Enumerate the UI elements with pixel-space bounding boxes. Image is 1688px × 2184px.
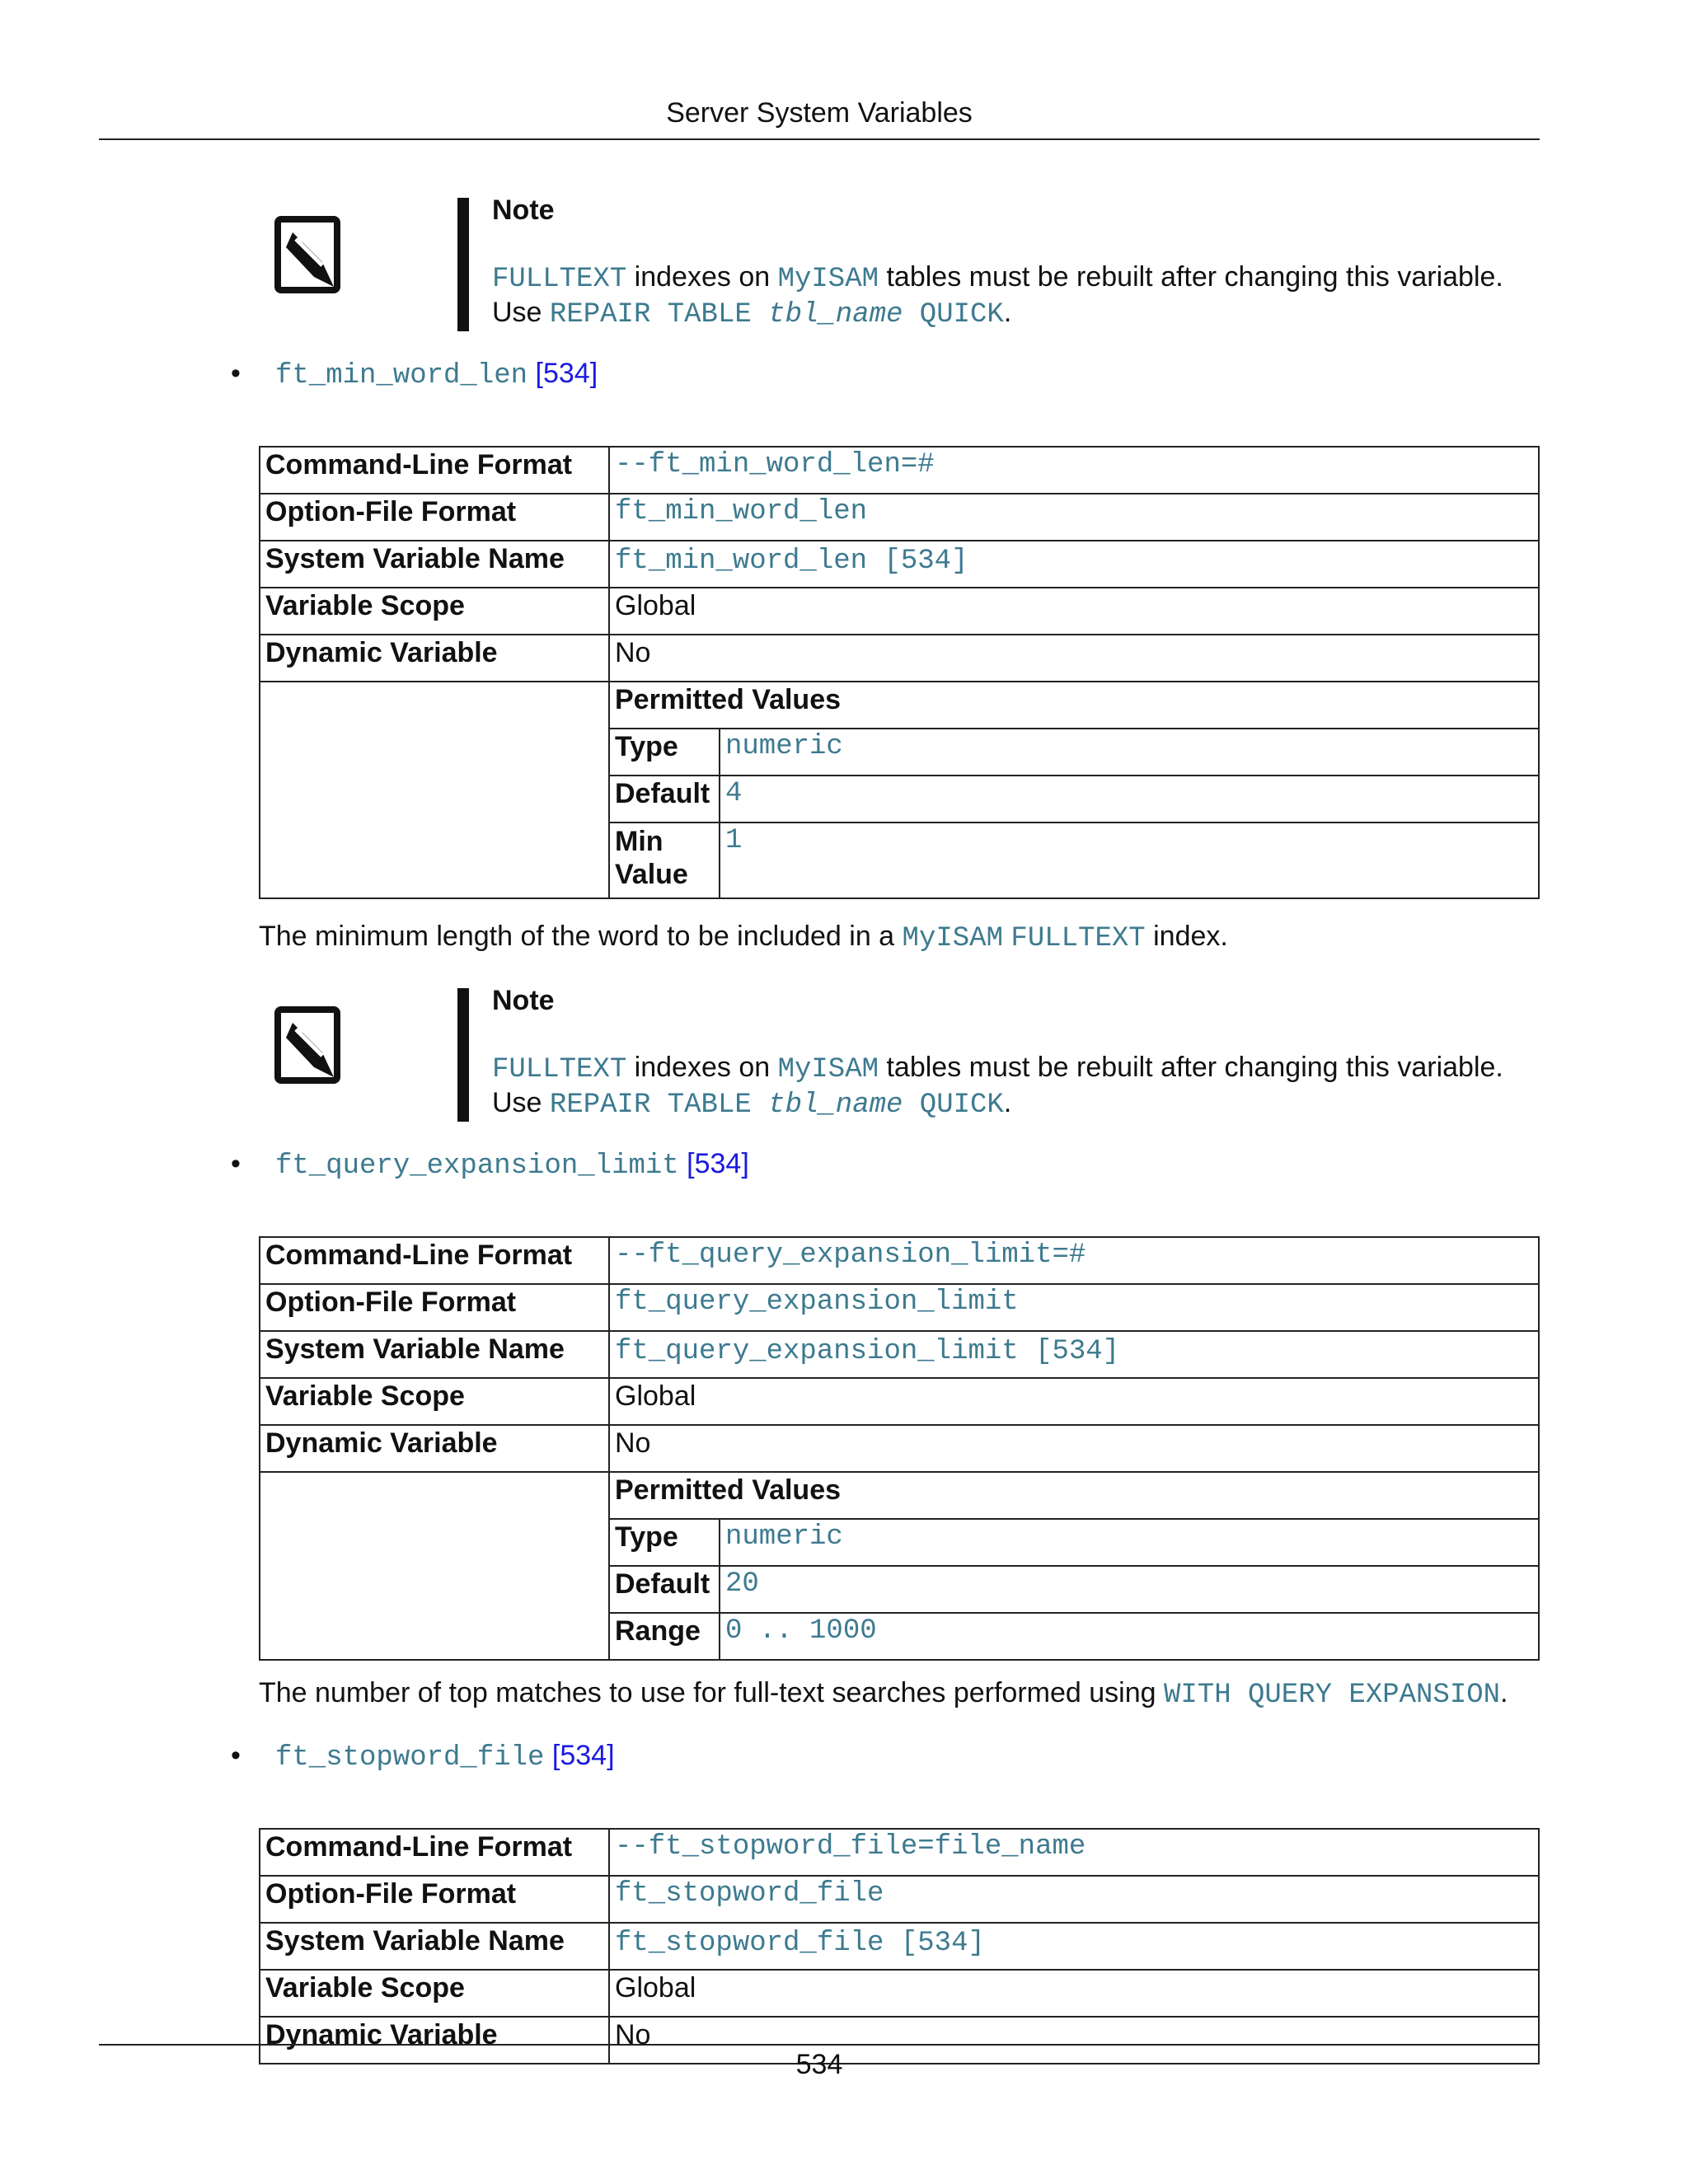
variable-table-ft-query-expansion-limit bbox=[259, 1236, 1540, 1661]
table-row: Dynamic Variable No bbox=[260, 1425, 1539, 1472]
note-body: FULLTEXT indexes on MyISAM tables must be rebuilt after changing this variable. Use REPAIR TABLE tbl_name QUICK. bbox=[492, 261, 1503, 330]
page-header-title: Server System Variables bbox=[666, 97, 973, 129]
note-bar bbox=[457, 988, 469, 1122]
note-code-fulltext: FULLTEXT bbox=[492, 264, 627, 295]
note-icon bbox=[274, 1006, 349, 1087]
table-row bbox=[260, 1472, 1539, 1660]
ft-min-word-len-page-ref[interactable]: [534] bbox=[535, 358, 598, 389]
permitted-values-table: Permitted Values Type numeric Default 20 Range 0 .. 1000 bbox=[610, 1473, 1538, 1659]
ft-query-expansion-limit-link[interactable]: ft_query_expansion_limit bbox=[275, 1151, 679, 1182]
note-code-repair: REPAIR TABLE bbox=[549, 299, 769, 330]
table-row: Command-Line Format --ft_query_expansion_limit=# bbox=[260, 1237, 1539, 1284]
table-row: Dynamic Variable No bbox=[260, 635, 1539, 682]
table-row: Option-File Format ft_min_word_len bbox=[260, 494, 1539, 541]
table-row: Option-File Format ft_query_expansion_limit bbox=[260, 1284, 1539, 1331]
table-row: Variable Scope Global bbox=[260, 588, 1539, 635]
page-header bbox=[99, 97, 1540, 140]
table-row: System Variable Name ft_stopword_file [534] bbox=[260, 1923, 1539, 1970]
system-variable-link[interactable]: ft_query_expansion_limit [534] bbox=[615, 1336, 1120, 1367]
note-body: FULLTEXT indexes on MyISAM tables must be rebuilt after changing this variable. Use REPAIR TABLE tbl_name QUICK. bbox=[492, 1052, 1503, 1121]
ft-stopword-file-link[interactable]: ft_stopword_file bbox=[275, 1742, 545, 1774]
note-title: Note bbox=[492, 194, 555, 226]
table-row: System Variable Name ft_query_expansion_limit [534] bbox=[260, 1331, 1539, 1378]
table-row: Option-File Format ft_stopword_file bbox=[260, 1876, 1539, 1923]
permitted-values-table: Permitted Values Type numeric Default 4 Min Value 1 bbox=[610, 682, 1538, 898]
page-number: 534 bbox=[795, 2049, 843, 2080]
ft-min-word-len-link[interactable]: ft_min_word_len bbox=[275, 360, 528, 391]
description-ft-min-word-len: The minimum length of the word to be included in a MyISAM FULLTEXT index. bbox=[259, 921, 1228, 954]
table-row: Dynamic Variable No bbox=[260, 2017, 1539, 2064]
note-box bbox=[274, 985, 1540, 1124]
system-variable-link[interactable]: ft_stopword_file [534] bbox=[615, 1928, 985, 1959]
table-row: Command-Line Format --ft_stopword_file=file_name bbox=[260, 1829, 1539, 1876]
ft-stopword-file-page-ref[interactable]: [534] bbox=[551, 1740, 615, 1771]
ft-query-expansion-limit-page-ref[interactable]: [534] bbox=[687, 1148, 749, 1179]
footer-rule bbox=[99, 2044, 1540, 2046]
table-row: System Variable Name ft_min_word_len [534] bbox=[260, 541, 1539, 588]
note-code-myisam: MyISAM bbox=[777, 264, 879, 295]
note-box bbox=[274, 194, 1540, 334]
note-title: Note bbox=[492, 985, 555, 1016]
variable-table-ft-min-word-len bbox=[259, 446, 1540, 899]
note-bar bbox=[457, 198, 469, 331]
description-ft-query-expansion-limit: The number of top matches to use for full-text searches performed using WITH QUERY EXPANSION. bbox=[259, 1677, 1508, 1711]
table-row: Variable Scope Global bbox=[260, 1378, 1539, 1425]
table-row bbox=[260, 682, 1539, 898]
variable-table-ft-stopword-file bbox=[259, 1828, 1540, 2064]
system-variable-link[interactable]: ft_min_word_len [534] bbox=[615, 546, 968, 577]
table-row: Command-Line Format --ft_min_word_len=# bbox=[260, 447, 1539, 494]
note-icon bbox=[274, 216, 349, 297]
table-row: Variable Scope Global bbox=[260, 1970, 1539, 2017]
